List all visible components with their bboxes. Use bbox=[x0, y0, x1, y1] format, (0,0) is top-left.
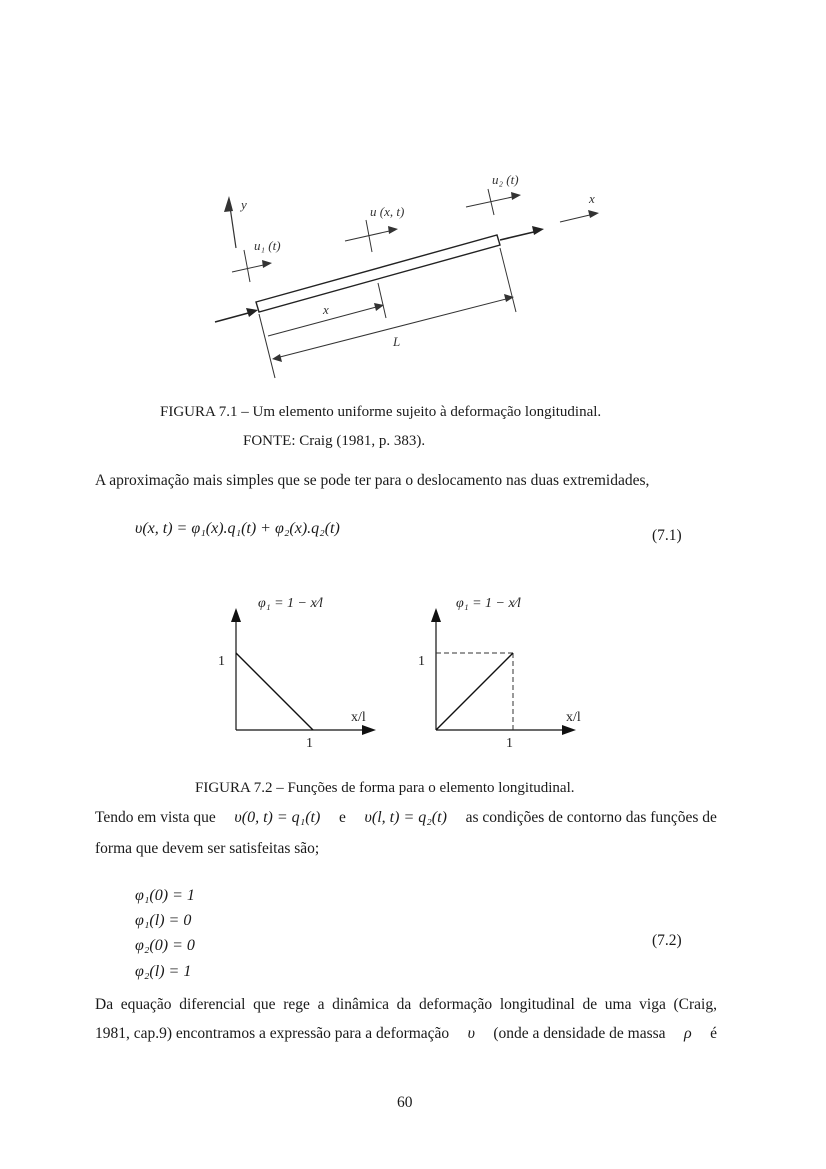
x-dimension-label: x bbox=[323, 302, 329, 317]
right-force-arrowhead bbox=[532, 226, 544, 235]
u2-label: u₂ (t) bbox=[492, 172, 519, 187]
paragraph-2-line-1 bbox=[95, 809, 717, 827]
plot-1-y-tick: 1 bbox=[218, 654, 225, 669]
plot-2-y-arrowhead bbox=[431, 608, 441, 622]
paragraph-2-expr-a: υ(0, t) = q₁(t) bbox=[234, 809, 321, 826]
plot-1-title: φ₁ = 1 − x⁄l bbox=[258, 596, 323, 611]
plot-2 bbox=[418, 596, 581, 751]
equation-7-2-number: (7.2) bbox=[652, 932, 682, 949]
paragraph-2-expr-b: υ(l, t) = q₂(t) bbox=[364, 809, 447, 826]
paragraph-2-text-b: as condições de contorno das funções de bbox=[465, 809, 717, 826]
paragraph-3-text-b: (onde a densidade de massa bbox=[493, 1025, 666, 1042]
paragraph-2-text-a: Tendo em vista que bbox=[95, 809, 216, 826]
ext-line-left bbox=[259, 314, 275, 378]
equation-7-2-line-1: φ₁(0) = 1 bbox=[135, 887, 195, 904]
left-force-line bbox=[215, 312, 252, 322]
paragraph-2-line-2: forma que devem ser satisfeitas são; bbox=[95, 840, 320, 857]
right-force-line bbox=[500, 231, 538, 240]
plot-1 bbox=[218, 596, 376, 751]
plot-1-series-line bbox=[236, 653, 313, 730]
paragraph-3-text-a: 1981, cap.9) encontramos a expressão para a deformação bbox=[95, 1025, 450, 1042]
plot-1-xlabel: x/l bbox=[351, 710, 366, 725]
plot-1-x-arrowhead bbox=[362, 725, 376, 735]
equation-7-1-number: (7.1) bbox=[652, 527, 682, 544]
plot-2-x-arrowhead bbox=[562, 725, 576, 735]
plot-2-title: φ₁ = 1 − x⁄l bbox=[456, 596, 521, 611]
L-dimension-arrowhead-left bbox=[272, 354, 282, 362]
figure-7-1-caption: FIGURA 7.1 – Um elemento uniforme sujeito à deformação longitudinal. bbox=[160, 404, 602, 420]
u1-label: u₁ (t) bbox=[254, 238, 281, 253]
x-axis-line bbox=[560, 214, 594, 222]
page-number: 60 bbox=[397, 1094, 413, 1111]
u2-arrowhead bbox=[511, 192, 521, 200]
plot-1-x-tick: 1 bbox=[306, 736, 313, 751]
plot-2-y-tick: 1 bbox=[418, 654, 425, 669]
x-axis-arrowhead bbox=[588, 210, 599, 218]
equation-7-2-line-2: φ₁(l) = 0 bbox=[135, 912, 192, 929]
paragraph-3-text-c: é bbox=[710, 1025, 717, 1042]
L-dimension-line bbox=[276, 298, 510, 358]
u1-arrowhead bbox=[262, 260, 272, 268]
ext-line-right bbox=[500, 248, 516, 312]
paragraph-3-line-2 bbox=[95, 1025, 717, 1043]
u1-arrow-line bbox=[232, 264, 268, 272]
uxt-arrowhead bbox=[388, 226, 398, 234]
x-axis-label: x bbox=[589, 191, 595, 206]
uxt-label: u (x, t) bbox=[370, 204, 405, 219]
y-axis-arrowhead bbox=[224, 196, 233, 212]
ext-line-mid bbox=[378, 283, 386, 318]
figure-7-1 bbox=[0, 0, 826, 400]
equation-7-1: υ(x, t) = φ₁(x).q₁(t) + φ₂(x).q₂(t) bbox=[135, 520, 340, 537]
paragraph-1: A aproximação mais simples que se pode ter para o deslocamento nas duas extremidades, bbox=[95, 472, 650, 489]
plot-1-y-arrowhead bbox=[231, 608, 241, 622]
y-label: y bbox=[241, 197, 247, 212]
u1-tick bbox=[244, 250, 250, 282]
paragraph-2-conj: e bbox=[338, 809, 346, 826]
left-force-arrowhead bbox=[246, 308, 258, 317]
paragraph-3-rho: ρ bbox=[683, 1025, 692, 1042]
plot-2-x-tick: 1 bbox=[506, 736, 513, 751]
plot-2-series-line bbox=[436, 653, 513, 730]
figure-7-2 bbox=[0, 580, 826, 760]
paragraph-3-line-1: Da equação diferencial que rege a dinâmica da deformação longitudinal de uma viga (Craig, bbox=[95, 996, 717, 1013]
paragraph-3-upsilon: υ bbox=[467, 1025, 475, 1042]
figure-7-1-source: FONTE: Craig (1981, p. 383). bbox=[243, 433, 426, 449]
figure-7-2-caption: FIGURA 7.2 – Funções de forma para o elemento longitudinal. bbox=[195, 780, 575, 796]
equation-7-2-line-3: φ₂(0) = 0 bbox=[135, 937, 195, 954]
plot-2-xlabel: x/l bbox=[566, 710, 581, 725]
equation-7-2-line-4: φ₂(l) = 1 bbox=[135, 963, 192, 980]
bar-element bbox=[256, 235, 500, 312]
L-dimension-label: L bbox=[393, 334, 401, 349]
